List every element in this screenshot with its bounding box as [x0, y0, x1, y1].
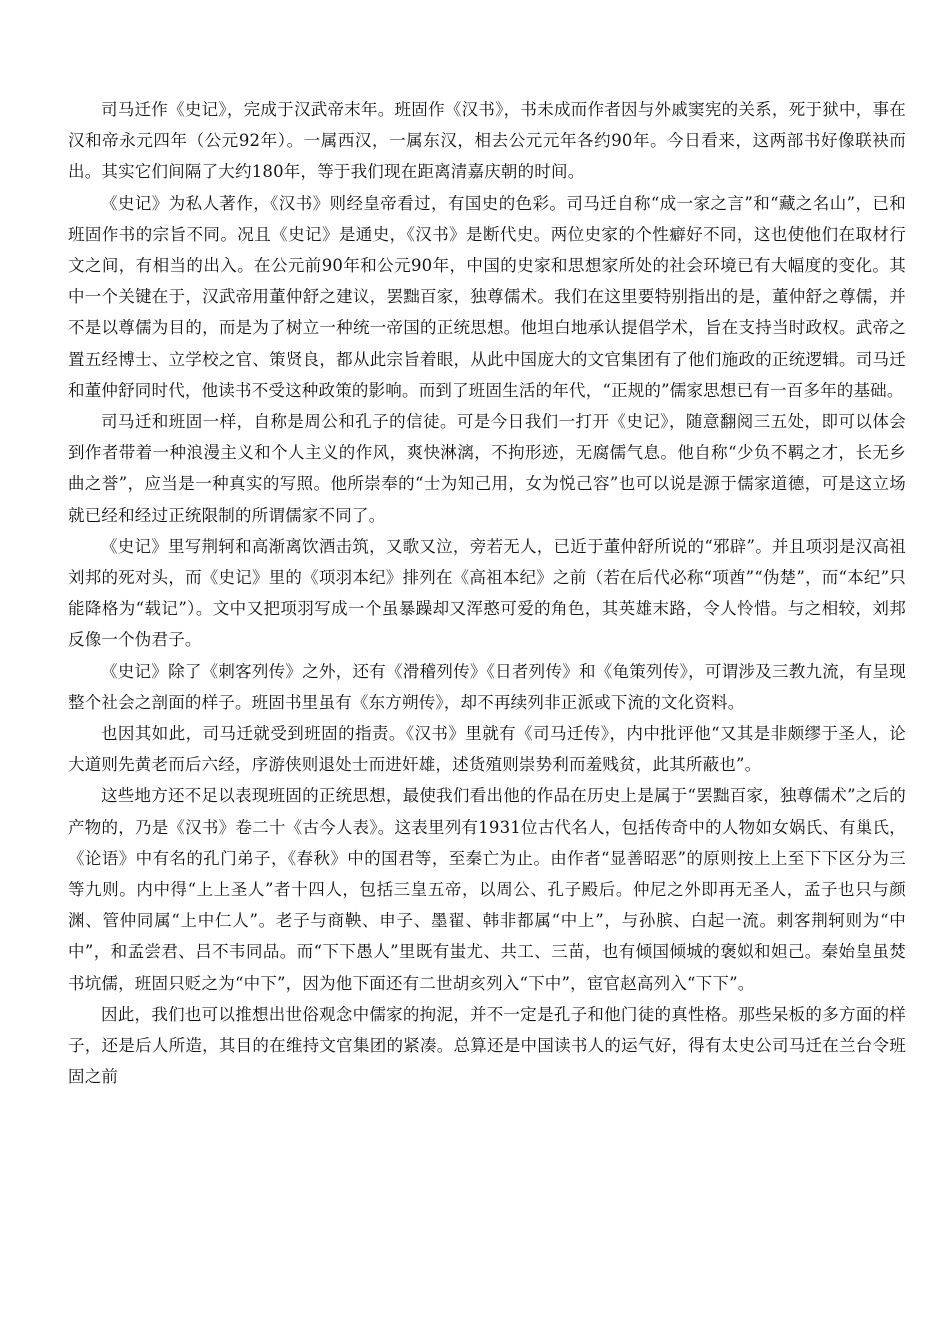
paragraph-3: 司马迁和班固一样，自称是周公和孔子的信徒。可是今日我们一打开《史记》，随意翻阅三五处，即可以体会到作者带着一种浪漫主义和个人主义的作风，爽快淋漓，不拘形迹，无腐儒气息。他自称“少负不羁之才，长无乡曲之誉”，应当是一种真实的写照。他所崇奉的“士为知己用，女为悦己容”也可以说是源于儒家道德，可是这立场就已经和经过正统限制的所谓儒家不同了。 [68, 412, 906, 525]
paragraph-1: 司马迁作《史记》，完成于汉武帝末年。班固作《汉书》，书未成而作者因与外戚窦宪的关系，死于狱中，事在汉和帝永元四年（公元92年）。一属西汉，一属东汉，相去公元元年各约90年。今日看来，这两部书好像联袂而出。其实它们间隔了大约180年，等于我们现在距离清嘉庆朝的时间。 [68, 100, 906, 182]
document-page [68, 94, 906, 1093]
paragraph-5: 《史记》除了《刺客列传》之外，还有《滑稽列传》《日者列传》和《龟策列传》，可谓涉及三教九流，有呈现整个社会之剖面的样子。班固书里虽有《东方朔传》，却不再续列非正派或下流的文化资料。 [68, 661, 906, 712]
paragraph-8: 因此，我们也可以推想出世俗观念中儒家的拘泥，并不一定是孔子和他门徒的真性格。那些呆板的多方面的样子，还是后人所造，其目的在维持文官集团的紧凑。总算还是中国读书人的运气好，得有太史公司马迁在兰台令班固之前 [68, 1004, 906, 1087]
paragraph-6: 也因其如此，司马迁就受到班固的指责。《汉书》里就有《司马迁传》，内中批评他“又其是非颇缪于圣人，论大道则先黄老而后六经，序游侠则退处士而进奸雄，述货殖则崇势利而羞贱贫，此其所蔽也”。 [68, 724, 906, 775]
paragraph-4: 《史记》里写荆轲和高渐离饮酒击筑，又歌又泣，旁若无人，已近于董仲舒所说的“邪辟”。并且项羽是汉高祖刘邦的死对头，而《史记》里的《项羽本纪》排列在《高祖本纪》之前（若在后代必称“项酋”“伪楚”，而“本纪”只能降格为“载记”）。文中又把项羽写成一个虽暴躁却又浑憨可爱的角色，其英雄末路，令人怜惜。与之相较，刘邦反像一个伪君子。 [68, 536, 906, 650]
paragraph-7: 这些地方还不足以表现班固的正统思想，最使我们看出他的作品在历史上是属于“罢黜百家，独尊儒术”之后的产物的，乃是《汉书》卷二十《古今人表》。这表里列有1931位古代名人，包括传奇中的人物如女娲氏、有巢氏，《论语》中有名的孔门弟子，《春秋》中的国君等，至秦亡为止。由作者“显善昭恶”的原则按上上至下下区分为三等九则。内中得“上上圣人”者十四人，包括三皇五帝，以周公、孔子殿后。仲尼之外即再无圣人，孟子也只与颜渊、管仲同属“上中仁人”。老子与商鞅、申子、墨翟、韩非都属“中上”，与孙膑、白起一流。刺客荆轲则为“中中”，和孟尝君、吕不韦同品。而“下下愚人”里既有蚩尤、共工、三苗，也有倾国倾城的褒姒和妲己。秦始皇虽焚书坑儒，班固只贬之为“中下”，因为他下面还有二世胡亥列入“下中”，宦官赵高列入“下下”。 [68, 786, 906, 993]
paragraph-2: 《史记》为私人著作，《汉书》则经皇帝看过，有国史的色彩。司马迁自称“成一家之言”和“藏之名山”，已和班固作书的宗旨不同。况且《史记》是通史，《汉书》是断代史。两位史家的个性癖好不同，这也使他们在取材行文之间，有相当的出入。在公元前90年和公元90年，中国的史家和思想家所处的社会环境已有大幅度的变化。其中一个关键在于，汉武帝用董仲舒之建议，罢黜百家，独尊儒术。我们在这里要特别指出的是，董仲舒之尊儒，并不是以尊儒为目的，而是为了树立一种统一帝国的正统思想。他坦白地承认提倡学术，旨在支持当时政权。武帝之置五经博士、立学校之官、策贤良，都从此宗旨着眼，从此中国庞大的文官集团有了他们施政的正统逻辑。司马迁和董仲舒同时代，他读书不受这种政策的影响。而到了班固生活的年代，“正规的”儒家思想已有一百多年的基础。 [68, 193, 906, 400]
